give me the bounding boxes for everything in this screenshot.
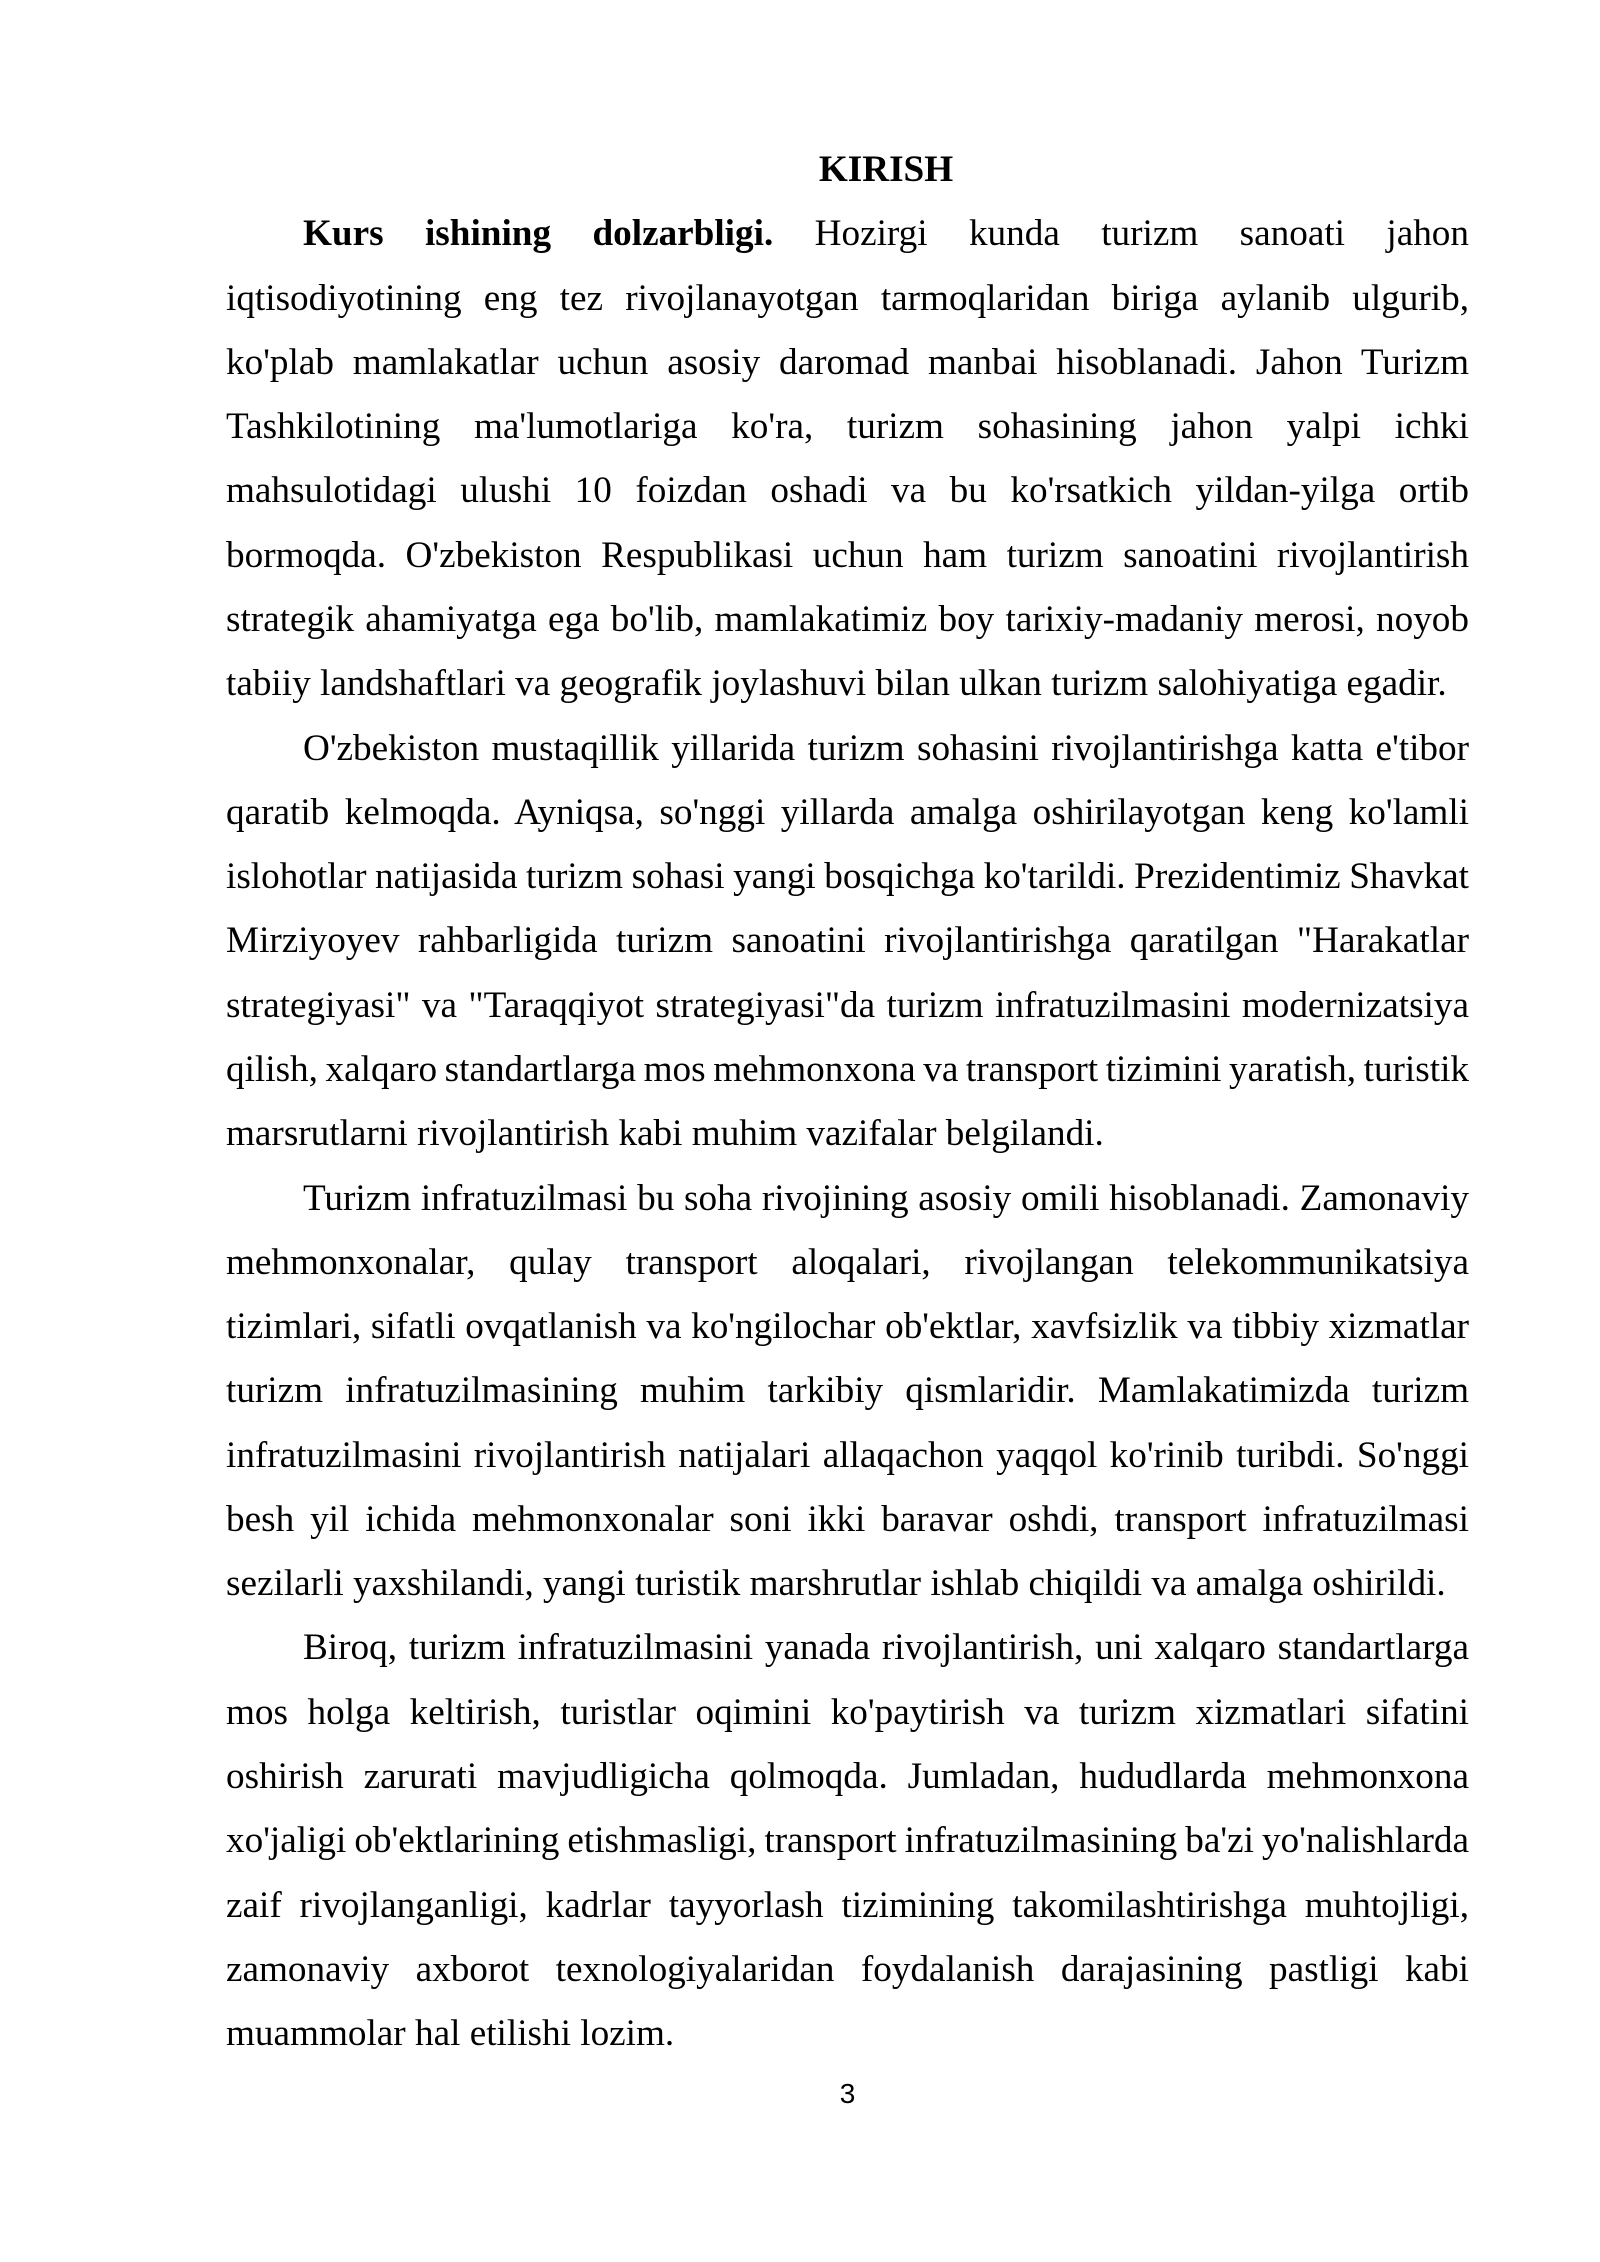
line-text: tabiiy landshaftlari va geografik joylashuvi bilan ulkan turizm salohiyatiga egadir. bbox=[226, 663, 1447, 705]
text-line bbox=[226, 845, 1469, 909]
text-line bbox=[226, 1424, 1469, 1488]
text-line bbox=[303, 717, 1469, 781]
line-text: zaif rivojlanganligi, kadrlar tayyorlash tizimining takomilashtirishga muhtojligi, bbox=[226, 1884, 1469, 1926]
line-text: islohotlar natijasida turizm sohasi yangi bosqichga ko'tarildi. Prezidentimiz Shavkat bbox=[226, 856, 1469, 898]
text-line bbox=[226, 459, 1469, 523]
paragraph bbox=[226, 717, 1469, 1167]
line-text: mahsulotidagi ulushi 10 foizdan oshadi va bu ko'rsatkich yildan-yilga ortib bbox=[226, 470, 1469, 512]
line-text: qaratib kelmoqda. Ayniqsa, so'nggi yillarda amalga oshirilayotgan keng ko'lamli bbox=[226, 791, 1469, 833]
paragraph bbox=[226, 1167, 1469, 1617]
line-text: mehmonxonalar, qulay transport aloqalari, rivojlangan telekommunikatsiya bbox=[226, 1241, 1469, 1283]
line-text: turizm infratuzilmasining muhim tarkibiy qismlaridir. Mamlakatimizda turizm bbox=[226, 1370, 1469, 1412]
text-line bbox=[226, 909, 1469, 973]
line-text: zamonaviy axborot texnologiyalaridan foydalanish darajasining pastligi kabi bbox=[226, 1948, 1469, 1990]
section-lead: Kurs ishining dolzarbligi. bbox=[303, 213, 774, 255]
text-line bbox=[226, 1938, 1469, 2002]
text-line bbox=[303, 1616, 1469, 1680]
line-text-rest: Hozirgi kunda turizm sanoati jahon bbox=[814, 213, 1469, 255]
line-text: O'zbekiston mustaqillik yillarida turizm sohasini rivojlantirishga katta e'tibor bbox=[303, 727, 1469, 769]
text-line bbox=[226, 395, 1469, 459]
text-line bbox=[226, 974, 1469, 1038]
text-line bbox=[226, 1295, 1469, 1359]
paragraph bbox=[226, 1616, 1469, 2066]
text-line bbox=[226, 331, 1469, 395]
text-line bbox=[226, 524, 1469, 588]
line-text: Turizm infratuzilmasi bu soha rivojining asosiy omili hisoblanadi. Zamonaviy bbox=[303, 1177, 1469, 1219]
line-text: xo'jaligi ob'ektlarining etishmasligi, transport infratuzilmasining ba'zi yo'nalishlarda bbox=[226, 1820, 1469, 1862]
line-text: Biroq, turizm infratuzilmasini yanada rivojlantirish, uni xalqaro standartlarga bbox=[303, 1627, 1469, 1669]
text-line bbox=[226, 1809, 1469, 1873]
text-line bbox=[226, 1488, 1469, 1552]
text-line bbox=[226, 1359, 1469, 1423]
line-text: marsrutlarni rivojlantirish kabi muhim vazifalar belgilandi. bbox=[226, 1113, 1104, 1155]
section-title: KIRISH bbox=[818, 149, 954, 190]
paragraph bbox=[226, 202, 1469, 716]
line-text: oshirish zarurati mavjudligicha qolmoqda. Jumladan, hududlarda mehmonxona bbox=[226, 1756, 1469, 1798]
line-text: tizimlari, sifatli ovqatlanish va ko'ngilochar ob'ektlar, xavfsizlik va tibbiy xizmatlar bbox=[226, 1306, 1469, 1348]
text-line bbox=[226, 588, 1469, 652]
text-line bbox=[226, 781, 1469, 845]
line-text: strategik ahamiyatga ega bo'lib, mamlakatimiz boy tarixiy-madaniy merosi, noyob bbox=[226, 598, 1469, 640]
text-line bbox=[303, 1167, 1469, 1231]
page-number: 3 bbox=[839, 2078, 856, 2109]
line-text: sezilarli yaxshilandi, yangi turistik marshrutlar ishlab chiqildi va amalga oshirildi. bbox=[226, 1563, 1446, 1605]
text-line bbox=[226, 1231, 1469, 1295]
line-text: strategiyasi" va "Taraqqiyot strategiyasi"da turizm infratuzilmasini modernizatsiya bbox=[226, 984, 1469, 1026]
text-line bbox=[226, 1745, 1469, 1809]
text-line bbox=[226, 652, 1469, 716]
line-text: Mirziyoyev rahbarligida turizm sanoatini rivojlantirishga qaratilgan "Harakatlar bbox=[226, 920, 1469, 962]
line-text: bormoqda. O'zbekiston Respublikasi uchun ham turizm sanoatini rivojlantirish bbox=[226, 534, 1469, 576]
line-text: mos holga keltirish, turistlar oqimini ko'paytirish va turizm xizmatlari sifatini bbox=[226, 1691, 1469, 1733]
text-line bbox=[226, 1874, 1469, 1938]
line-text: infratuzilmasini rivojlantirish natijalari allaqachon yaqqol ko'rinib turibdi. So'nggi bbox=[226, 1434, 1469, 1476]
text-line bbox=[226, 1038, 1469, 1102]
text-line bbox=[226, 1681, 1469, 1745]
line-text bbox=[303, 213, 1469, 254]
line-text: ko'plab mamlakatlar uchun asosiy daromad manbai hisoblanadi. Jahon Turizm bbox=[226, 341, 1469, 383]
text-line bbox=[226, 1552, 1469, 1616]
text-line bbox=[226, 267, 1469, 331]
line-text: qilish, xalqaro standartlarga mos mehmonxona va transport tizimini yaratish, turistik bbox=[226, 1048, 1469, 1090]
line-text: iqtisodiyotining eng tez rivojlanayotgan tarmoqlaridan biriga aylanib ulgurib, bbox=[226, 277, 1469, 319]
line-text: muammolar hal etilishi lozim. bbox=[226, 2013, 675, 2055]
line-text: besh yil ichida mehmonxonalar soni ikki baravar oshdi, transport infratuzilmasi bbox=[226, 1498, 1469, 1540]
text-line bbox=[226, 1102, 1469, 1166]
text-line bbox=[226, 2002, 1469, 2066]
line-text: Tashkilotining ma'lumotlariga ko'ra, turizm sohasining jahon yalpi ichki bbox=[226, 406, 1469, 448]
text-column bbox=[226, 138, 1469, 2066]
text-line bbox=[303, 202, 1469, 266]
